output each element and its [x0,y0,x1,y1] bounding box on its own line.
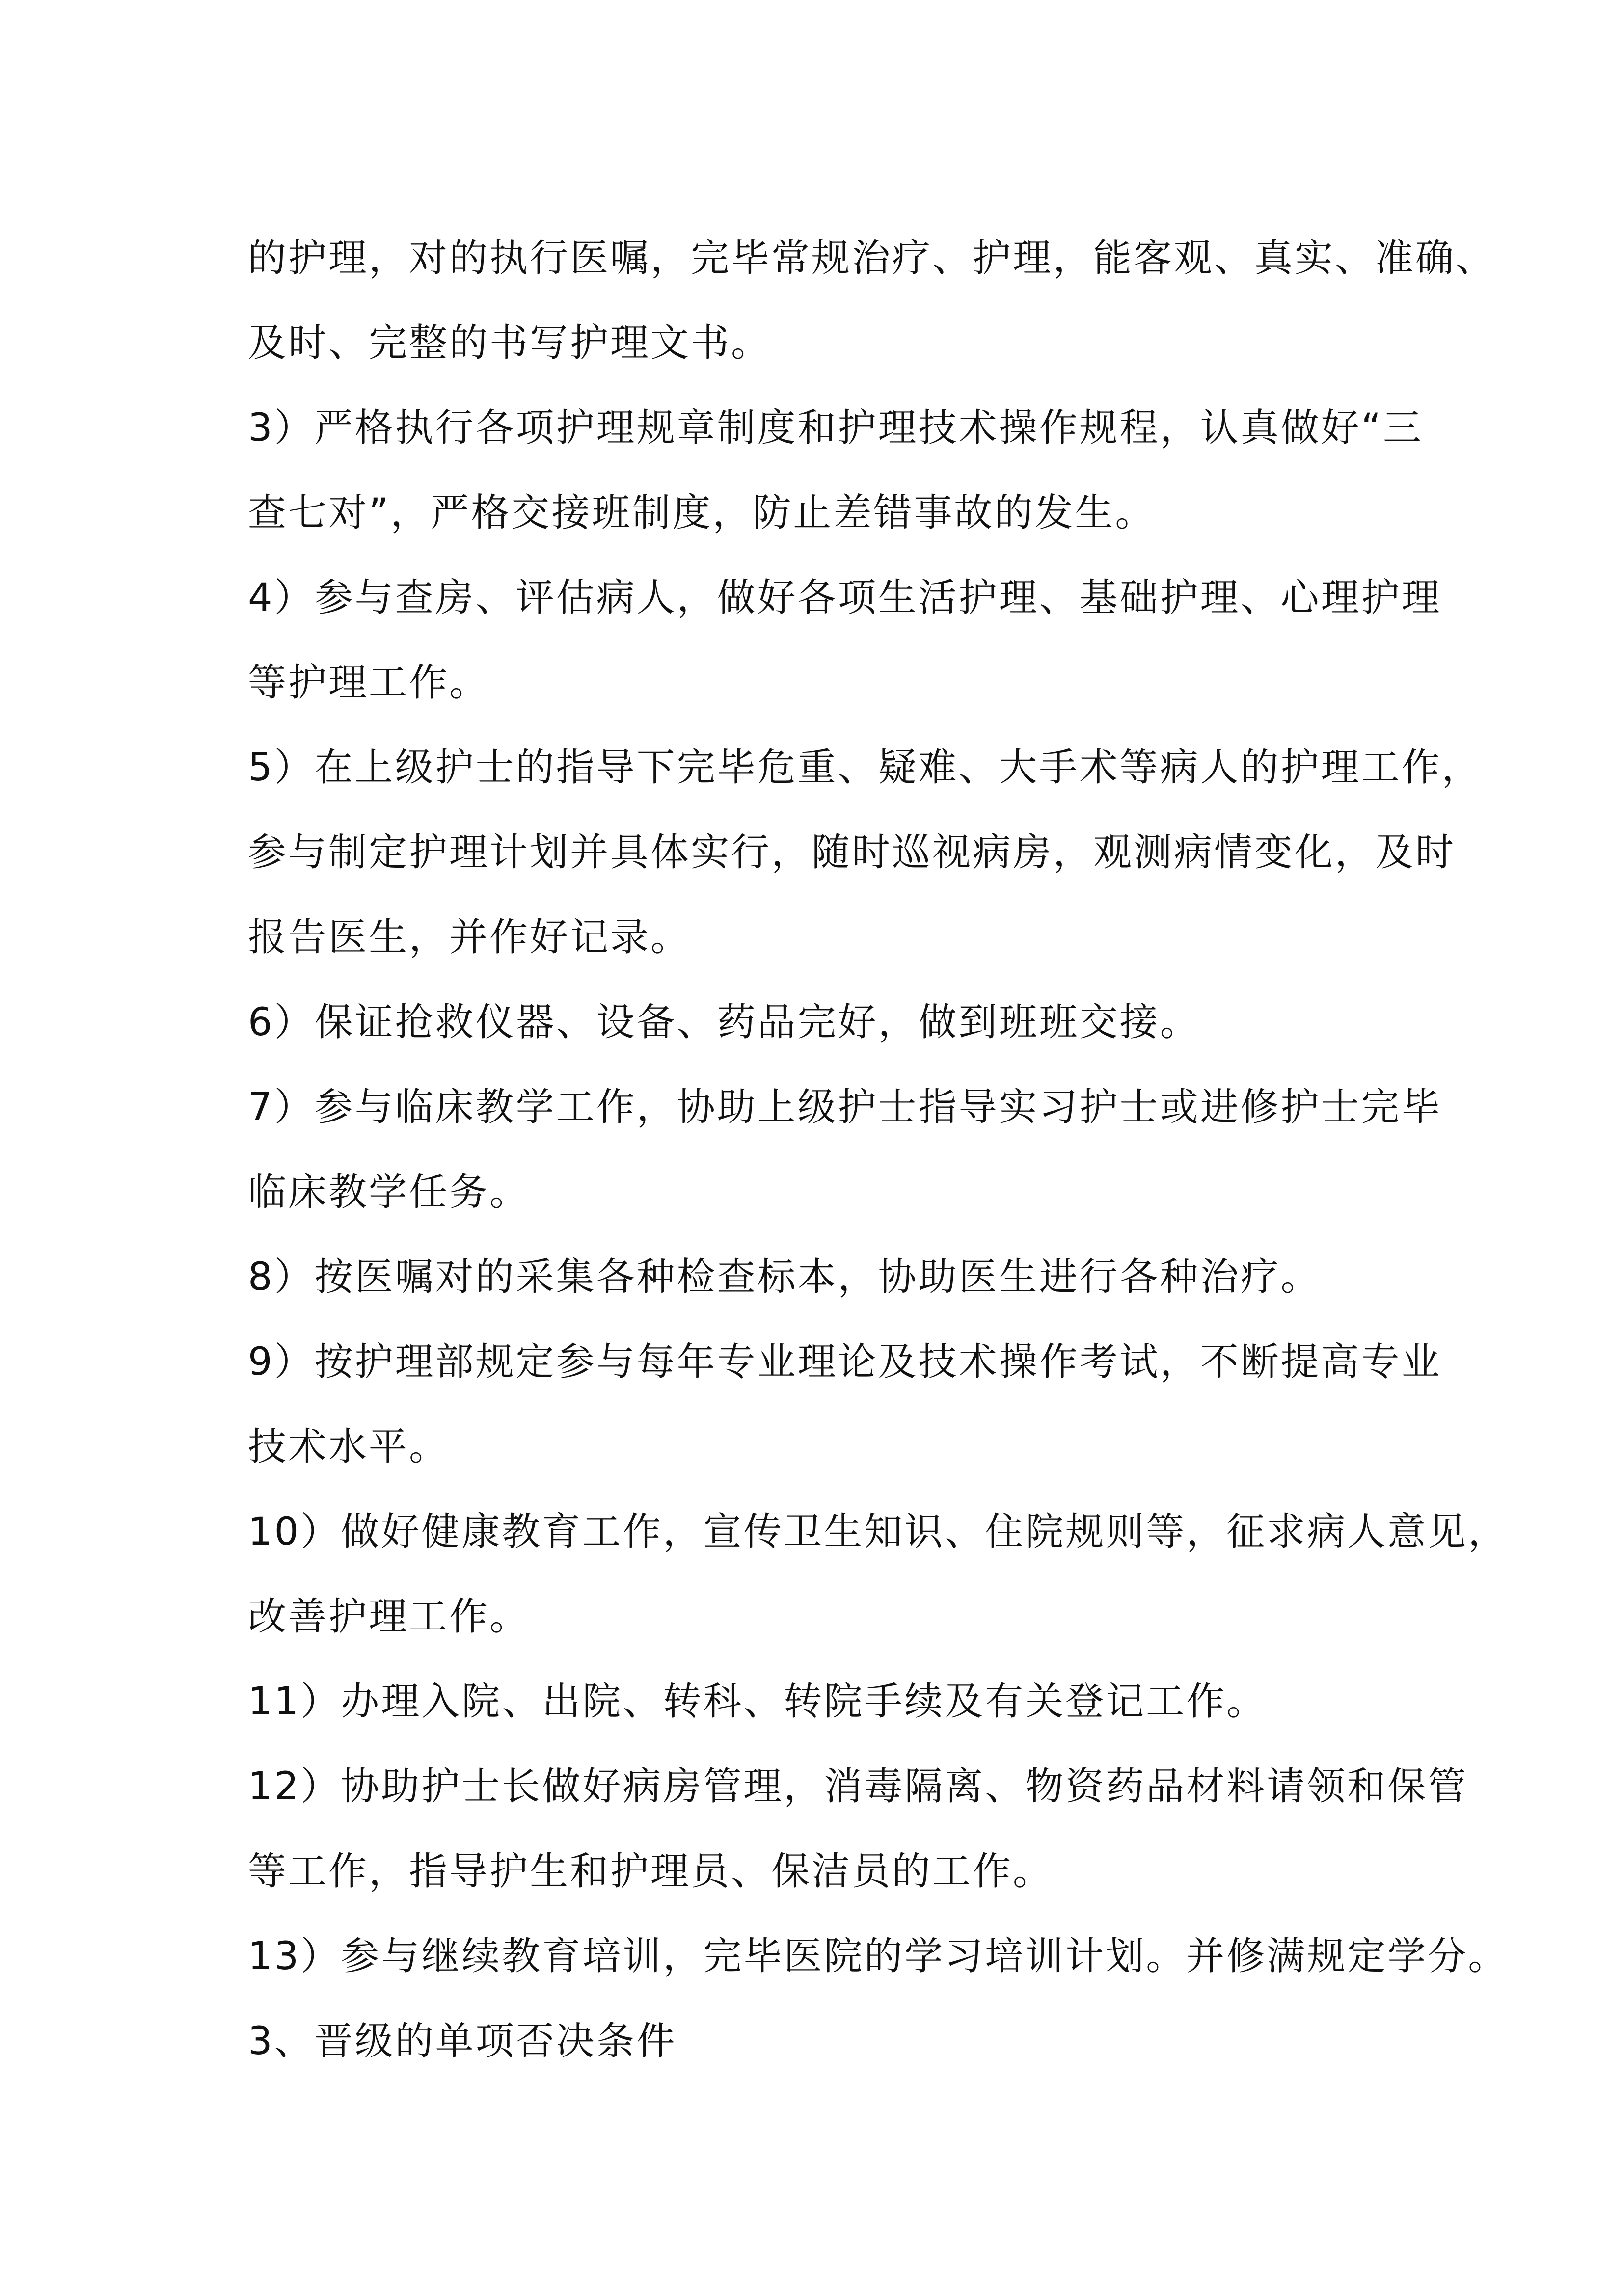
document-body [248,216,1509,2084]
text-line: 报告医生，并作好记录。 [248,915,691,960]
text-line: 5）在上级护士的指导下完毕危重、疑难、大手术等病人的护理工作， [248,746,1482,790]
text-line: 12）协助护士长做好病房管理，消毒隔离、物资药品材料请领和保管 [248,1764,1468,1809]
text-line: 查七对”，严格交接班制度，防止差错事故的发生。 [248,491,1156,535]
text-line: 13）参与继续教育培训，完毕医院的学习培训计划。并修满规定学分。 [248,1934,1509,1978]
text-line: 4）参与查房、评估病人，做好各项生活护理、基础护理、心理护理 [248,576,1442,620]
text-line: 及时、完整的书写护理文书。 [248,321,772,365]
text-line: 的护理，对的执行医嘱，完毕常规治疗、护理，能客观、真实、准确、 [248,236,1496,280]
text-line: 8）按医嘱对的采集各种检查标本，协助医生进行各种治疗。 [248,1255,1321,1299]
text-line: 3）严格执行各项护理规章制度和护理技术操作规程，认真做好“三 [248,406,1424,450]
text-line: 技术水平。 [248,1425,450,1469]
text-line: 参与制定护理计划并具体实行，随时巡视病房，观测病情变化，及时 [248,830,1456,875]
text-line: 6）保证抢救仪器、设备、药品完好，做到班班交接。 [248,1000,1200,1044]
text-line: 7）参与临床教学工作，协助上级护士指导实习护士或进修护士完毕 [248,1085,1442,1129]
text-line: 10）做好健康教育工作，宣传卫生知识、住院规则等，征求病人意见， [248,1510,1509,1554]
text-line: 临床教学任务。 [248,1170,530,1214]
text-line: 等护理工作。 [248,661,490,705]
text-line: 9）按护理部规定参与每年专业理论及技术操作考试，不断提高专业 [248,1340,1442,1384]
text-line: 等工作，指导护生和护理员、保洁员的工作。 [248,1849,1054,1894]
text-line: 11）办理入院、出院、转科、转院手续及有关登记工作。 [248,1680,1267,1724]
text-line: 改善护理工作。 [248,1595,530,1639]
section-heading: 3、晋级的单项否决条件 [248,2019,677,2063]
